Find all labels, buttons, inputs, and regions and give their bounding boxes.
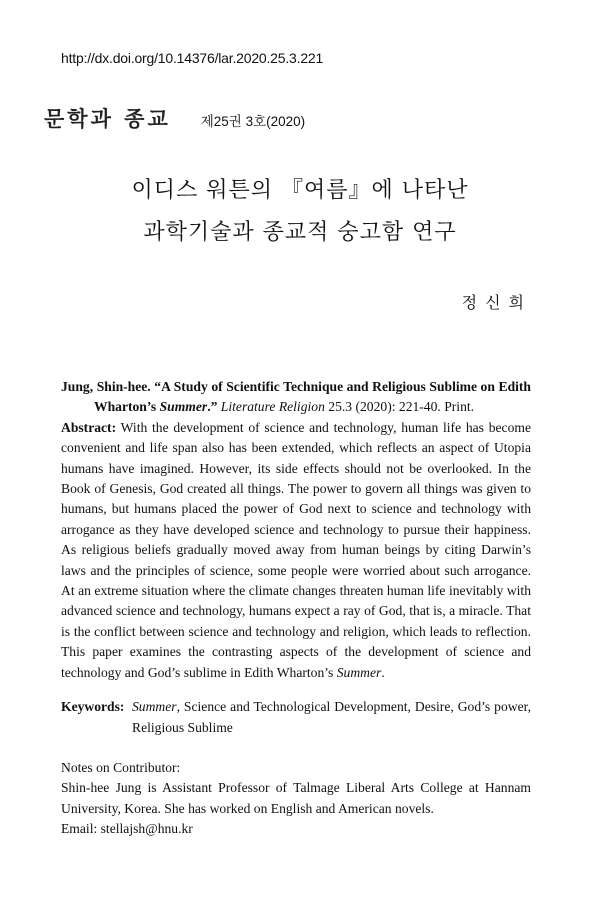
issue-info: 제25권 3호(2020) [200,114,306,129]
abstract [61,418,531,683]
title-line-1: 이디스 워튼의 『여름』에 나타난 [131,178,469,203]
journal-logo: 문학과 종교 [44,106,171,131]
author-name: 정신희 [461,293,532,312]
citation-close: .” [207,399,218,415]
title-line-2: 과학기술과 종교적 숭고함 연구 [143,220,457,245]
keywords-label: Keywords: [61,699,125,715]
notes-heading: Notes on Contributor: [61,759,181,775]
abstract-end: . [381,664,385,680]
journal-header [44,103,305,133]
notes-bio: Shin-hee Jung is Assistant Professor of Talmage Liberal Arts College at Hannam University, Korea. She has worked on English and American novels. [61,780,531,816]
abstract-label: Abstract: [61,419,117,435]
keywords-work: Summer [132,699,177,715]
doi-link[interactable]: http://dx.doi.org/10.14376/lar.2020.25.3.221 [61,50,324,66]
notes-email[interactable]: Email: stellajsh@hnu.kr [61,821,193,837]
article-front-matter [61,377,531,840]
keywords [61,697,531,738]
paper-title [0,170,600,254]
abstract-text: With the development of science and technology, human life has become convenient and life span also has been extended, which reflects an aspect of Utopia humans have imagined. However, its side effects should not be overlooked. In the Book of Genesis, God created all things. The power to govern all things was given to humans, but humans placed the power of God next to science and technology with arrogance as they have developed science and technology to pursue their happiness. As religious beliefs gradually moved away from human beings by citing Darwin’s laws and the principles of science, some people were worried about such arrogance. At an extreme situation where the climate changes threaten human life inevitably with advanced science and technology, humans expect a ray of God, that is, a miracle. That is the conflict between science and technology and religion, which leads to reflection. This paper examines the contrasting aspects of the development of science and technology and God’s sublime in Edith Wharton’s [61,419,531,680]
citation-rest: 25.3 (2020): 221-40. Print. [324,399,475,415]
keywords-list: , Science and Technological Development, Desire, God’s power, Religious Sublime [132,699,531,735]
citation [61,377,531,418]
abstract-work: Summer [336,664,382,680]
citation-work: Summer [159,399,208,415]
citation-lead: Jung, Shin-hee. “A Study of Scientific Technique and Religious Sublime on Edith Wharton’s [61,379,531,415]
keywords-text [132,697,531,738]
citation-journal: Literature Religion [220,399,325,415]
contributor-notes [61,758,531,840]
